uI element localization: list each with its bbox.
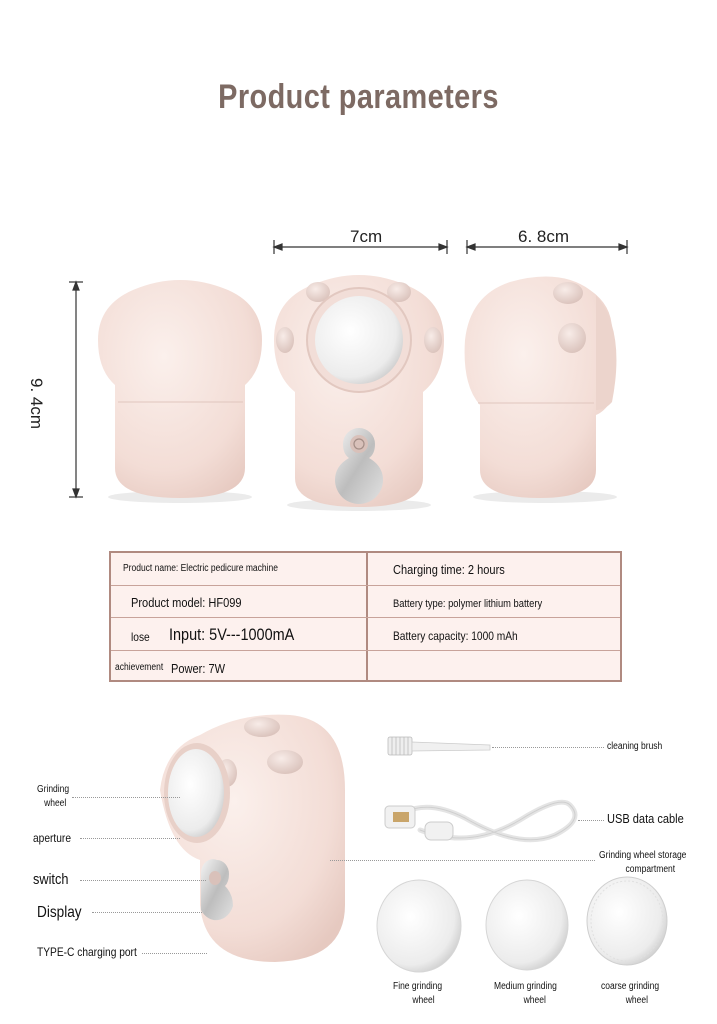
depth-arrow	[467, 240, 627, 254]
callout-cleaning-brush: cleaning brush	[607, 741, 663, 752]
spec-battery-type: Battery type: polymer lithium battery	[393, 598, 543, 610]
width-arrow	[274, 240, 447, 254]
caption-medium-wheel: Medium grinding wheel	[494, 981, 557, 1006]
caption-fine-wheel: Fine grinding wheel	[393, 981, 443, 1006]
spec-input: Input: 5V---1000mA	[169, 625, 295, 644]
spec-product-name: Product name: Electric pedicure machine	[123, 563, 278, 574]
callout-storage: Grinding wheel storage compartment	[599, 850, 687, 875]
coarse-grinding-wheel	[587, 877, 667, 965]
spec-product-model: Product model: HF099	[131, 595, 242, 610]
callout-type-c: TYPE-C charging port	[37, 945, 137, 959]
device-side-view	[465, 277, 617, 503]
callout-usb-cable: USB data cable	[607, 811, 684, 826]
page-title: Product parameters	[218, 78, 499, 116]
spec-table	[109, 551, 622, 682]
callout-display: Display	[37, 904, 82, 921]
height-label: 9. 4cm	[27, 378, 46, 430]
spec-charging-time: Charging time: 2 hours	[393, 562, 505, 577]
callout-grinding-wheel: Grinding wheel	[37, 784, 70, 809]
spec-power: Power: 7W	[171, 661, 226, 676]
cleaning-brush	[388, 737, 490, 755]
callout-aperture: aperture	[33, 831, 71, 845]
spec-input-label: lose	[131, 630, 150, 644]
spec-power-label: achievement	[115, 662, 164, 673]
height-arrow	[69, 282, 83, 497]
spec-battery-capacity: Battery capacity: 1000 mAh	[393, 629, 518, 643]
callout-switch: switch	[33, 871, 69, 888]
device-back-view	[98, 280, 262, 503]
device-angled-view	[160, 715, 345, 962]
fine-grinding-wheel	[377, 880, 461, 972]
caption-coarse-wheel: coarse grinding wheel	[601, 981, 660, 1006]
depth-label: 6. 8cm	[518, 227, 570, 246]
medium-grinding-wheel	[486, 880, 568, 970]
device-front-view	[274, 275, 444, 511]
width-label: 7cm	[350, 227, 383, 246]
